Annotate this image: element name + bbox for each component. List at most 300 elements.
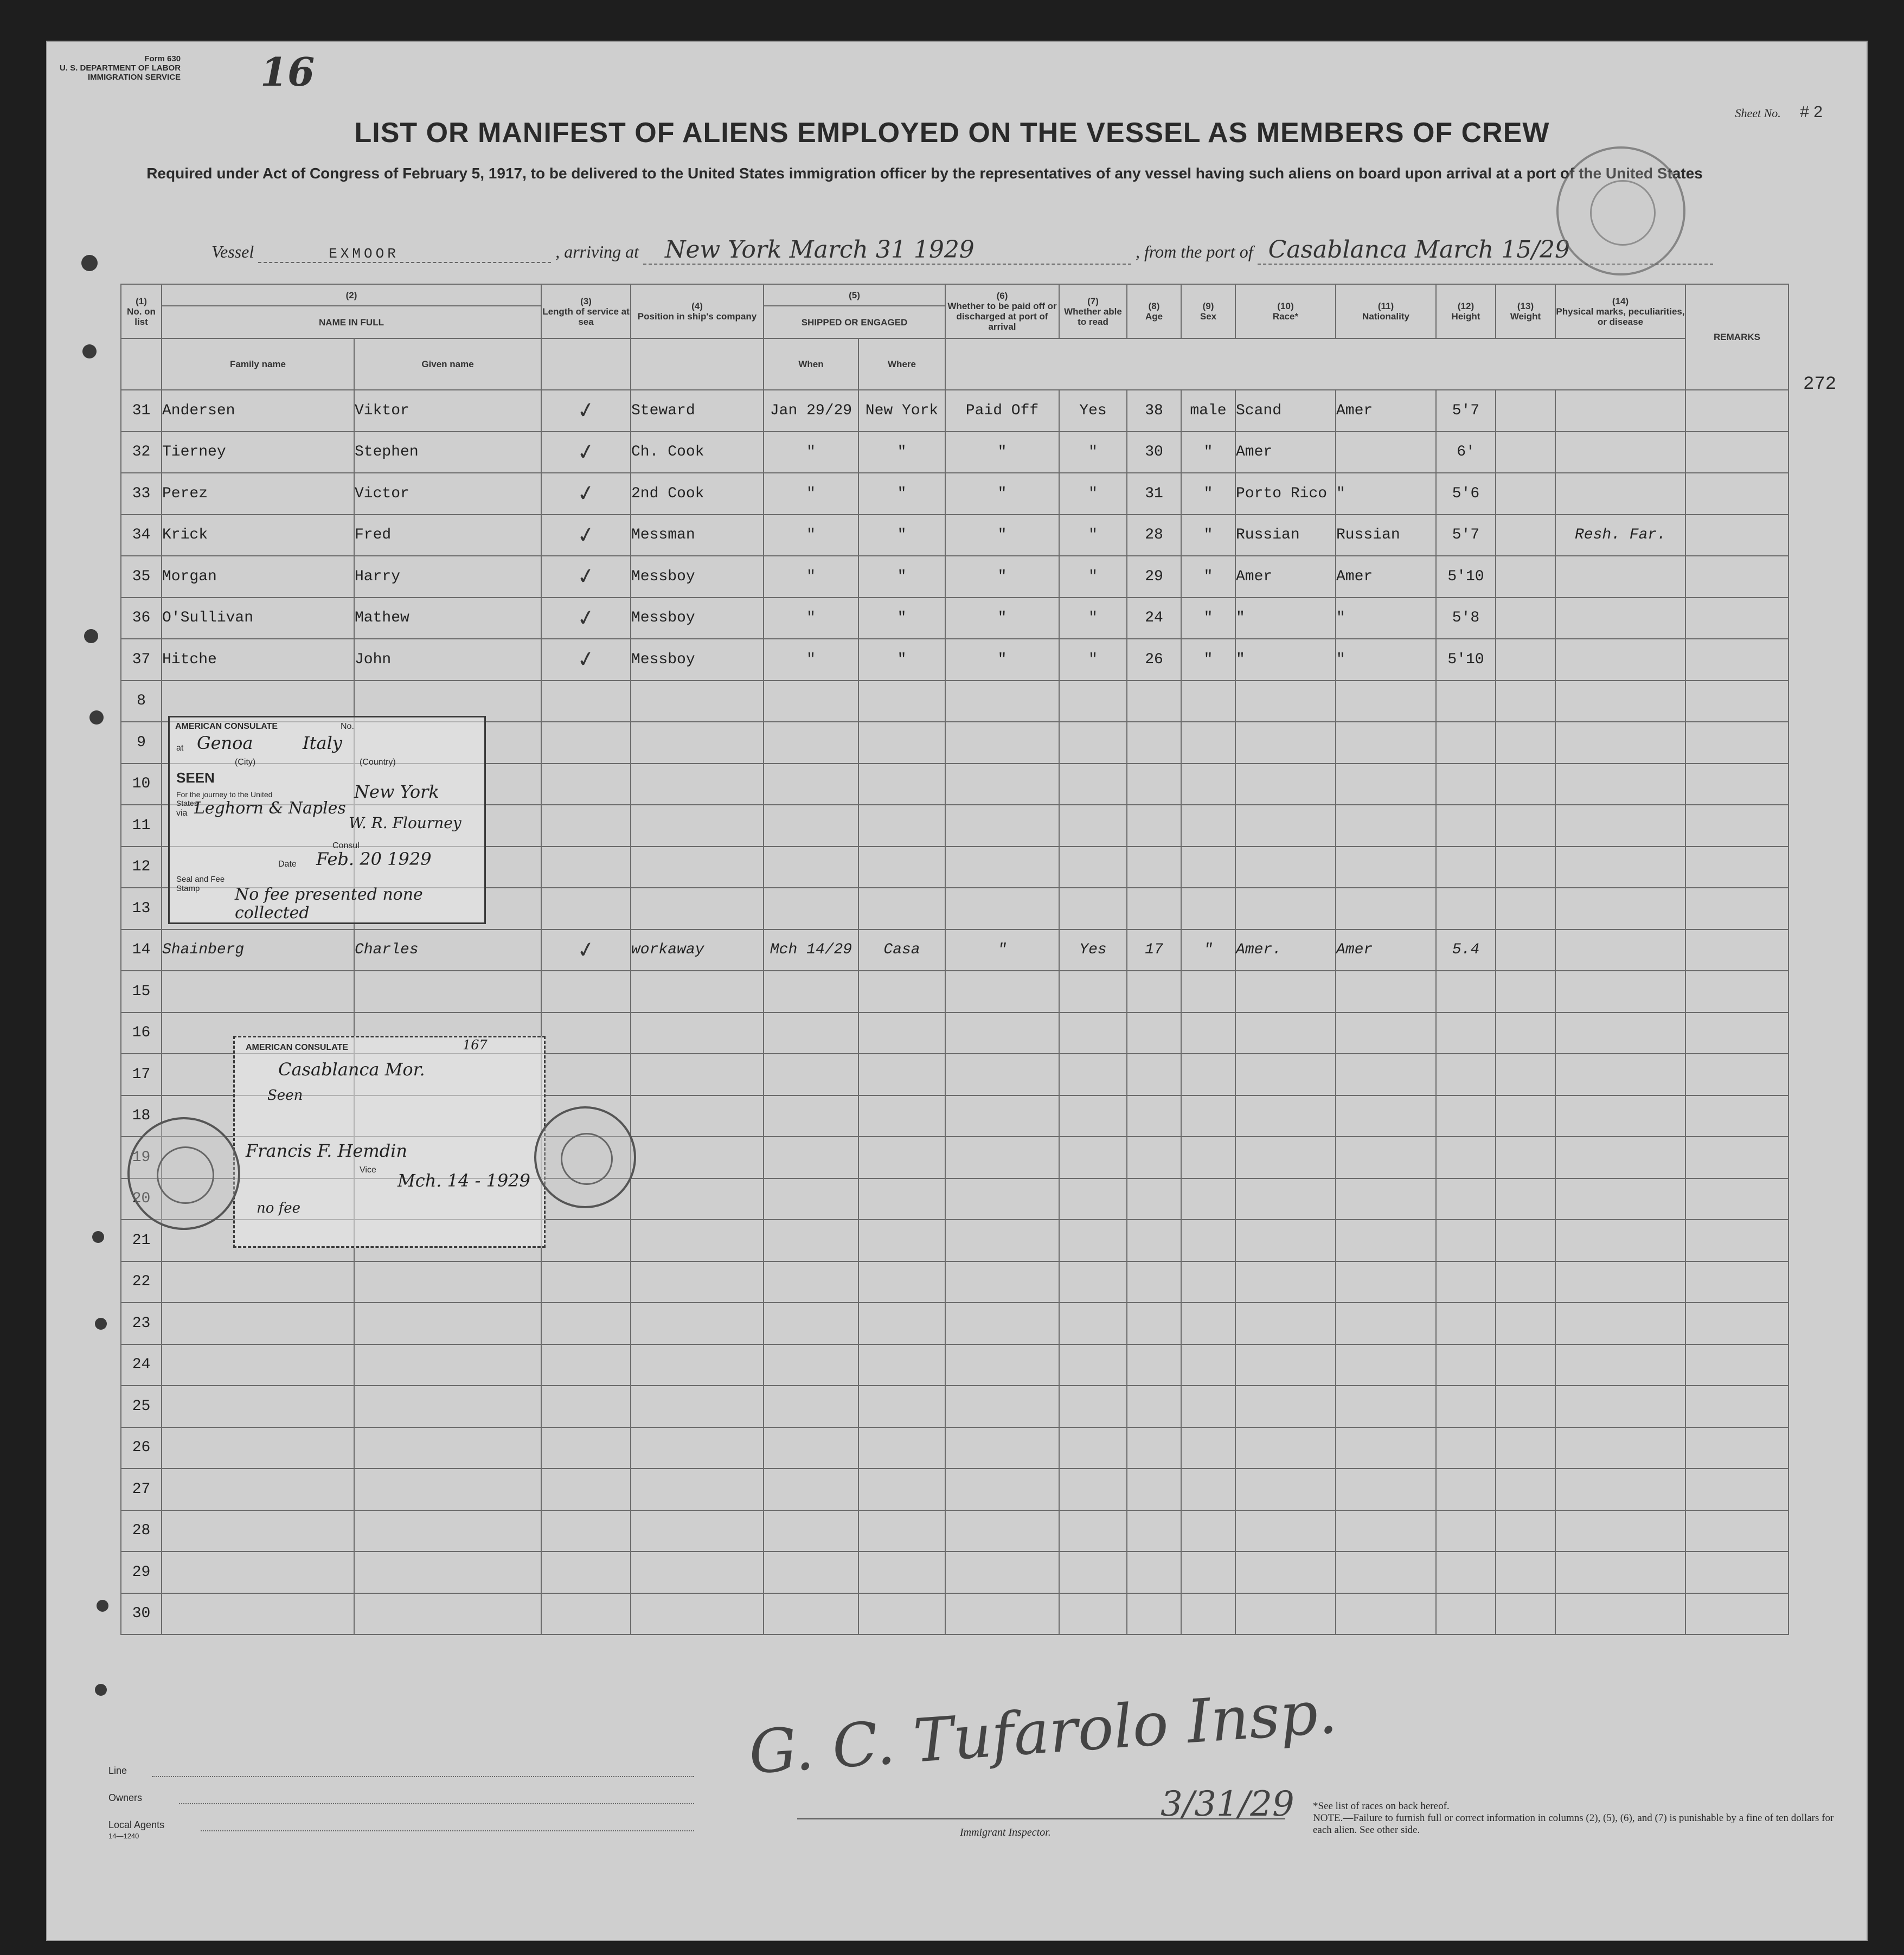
cell-sex xyxy=(1181,971,1235,1012)
cell-sex xyxy=(1181,1303,1235,1344)
cell-paid-off: " xyxy=(945,930,1059,971)
cell-age xyxy=(1127,847,1181,888)
cell-race xyxy=(1235,1303,1336,1344)
cell-height xyxy=(1436,888,1496,930)
cell-shipped-where xyxy=(858,1510,945,1552)
cell-age xyxy=(1127,1552,1181,1593)
cell-race xyxy=(1235,1012,1336,1054)
cell-given-name xyxy=(354,1344,541,1386)
cell-sex xyxy=(1181,805,1235,847)
check-mark: ✓ xyxy=(574,604,597,632)
cell-age xyxy=(1127,1344,1181,1386)
cell-nationality xyxy=(1336,847,1436,888)
cell-able-to-read: Yes xyxy=(1059,390,1127,432)
cell-shipped-where: " xyxy=(858,556,945,598)
cell-remarks xyxy=(1685,847,1788,888)
cell-shipped-where: " xyxy=(858,515,945,556)
cell-shipped-when xyxy=(764,1427,858,1469)
cell-shipped-when xyxy=(764,805,858,847)
cell-able-to-read xyxy=(1059,1593,1127,1635)
cell-row-number: 19 xyxy=(121,1137,162,1178)
cell-height xyxy=(1436,1178,1496,1220)
col-height-header: (12) Height xyxy=(1436,284,1496,338)
cell-shipped-where xyxy=(858,1012,945,1054)
cell-height: 5'10 xyxy=(1436,639,1496,681)
cell-shipped-when xyxy=(764,1261,858,1303)
cell-height xyxy=(1436,1303,1496,1344)
cell-paid-off: " xyxy=(945,473,1059,515)
cell-remarks xyxy=(1685,764,1788,805)
cell-row-number: 20 xyxy=(121,1178,162,1220)
cell-physical-marks xyxy=(1555,1469,1685,1510)
line-rule xyxy=(152,1776,694,1777)
cell-able-to-read xyxy=(1059,764,1127,805)
cell-weight xyxy=(1496,639,1555,681)
cell-sex: " xyxy=(1181,473,1235,515)
cell-able-to-read: " xyxy=(1059,639,1127,681)
cell-able-to-read: " xyxy=(1059,598,1127,639)
cell-sex: male xyxy=(1181,390,1235,432)
cell-family-name: Hitche xyxy=(162,639,354,681)
cell-height xyxy=(1436,1095,1496,1137)
table-row xyxy=(121,971,1788,1012)
cell-nationality xyxy=(1336,1178,1436,1220)
cell-paid-off xyxy=(945,1593,1059,1635)
vessel-label: Vessel xyxy=(211,242,254,261)
cell-paid-off xyxy=(945,971,1059,1012)
cell-able-to-read xyxy=(1059,1012,1127,1054)
cell-shipped-when xyxy=(764,764,858,805)
cell-shipped-when xyxy=(764,1469,858,1510)
cell-position xyxy=(631,1593,764,1635)
cell-nationality xyxy=(1336,971,1436,1012)
cell-shipped-where xyxy=(858,1386,945,1427)
cell-age xyxy=(1127,971,1181,1012)
cell-shipped-when: " xyxy=(764,639,858,681)
cell-position xyxy=(631,681,764,722)
cell-remarks xyxy=(1685,1220,1788,1261)
cell-able-to-read xyxy=(1059,847,1127,888)
cell-remarks xyxy=(1685,1552,1788,1593)
cell-race xyxy=(1235,1510,1336,1552)
col-shipped-header: SHIPPED OR ENGAGED xyxy=(764,306,945,338)
cell-able-to-read xyxy=(1059,1137,1127,1178)
cell-position: Messboy xyxy=(631,556,764,598)
cell-physical-marks xyxy=(1555,1552,1685,1593)
cell-race: Amer xyxy=(1235,432,1336,473)
cell-nationality: Amer xyxy=(1336,930,1436,971)
cell-position xyxy=(631,1261,764,1303)
cell-remarks xyxy=(1685,390,1788,432)
cell-shipped-when xyxy=(764,1054,858,1095)
cell-sex xyxy=(1181,1510,1235,1552)
cell-physical-marks xyxy=(1555,556,1685,598)
cell-age xyxy=(1127,681,1181,722)
cell-remarks xyxy=(1685,1054,1788,1095)
cell-race xyxy=(1235,764,1336,805)
cell-weight xyxy=(1496,681,1555,722)
cell-race xyxy=(1235,888,1336,930)
cell-nationality xyxy=(1336,1012,1436,1054)
cell-shipped-when: " xyxy=(764,515,858,556)
cell-service-check xyxy=(541,432,631,473)
cell-able-to-read xyxy=(1059,1054,1127,1095)
cell-physical-marks xyxy=(1555,639,1685,681)
cell-position: Messboy xyxy=(631,639,764,681)
cell-remarks xyxy=(1685,1469,1788,1510)
cell-paid-off xyxy=(945,1303,1059,1344)
owners-rule xyxy=(179,1803,694,1804)
cell-remarks xyxy=(1685,639,1788,681)
cell-sex xyxy=(1181,681,1235,722)
cell-nationality xyxy=(1336,1427,1436,1469)
cell-position xyxy=(631,1386,764,1427)
cell-race: " xyxy=(1235,639,1336,681)
inspector-date: 3/31/29 xyxy=(1161,1784,1294,1824)
cell-service-check xyxy=(541,847,631,888)
cell-race xyxy=(1235,1054,1336,1095)
cell-shipped-when xyxy=(764,722,858,764)
cell-able-to-read: " xyxy=(1059,556,1127,598)
cell-nationality xyxy=(1336,1220,1436,1261)
cell-service-check xyxy=(541,1552,631,1593)
cell-shipped-where xyxy=(858,1593,945,1635)
table-row xyxy=(121,598,1788,639)
cell-shipped-where xyxy=(858,1427,945,1469)
cell-remarks xyxy=(1685,1178,1788,1220)
cell-weight xyxy=(1496,847,1555,888)
cell-shipped-where xyxy=(858,1469,945,1510)
cell-shipped-when xyxy=(764,847,858,888)
cell-paid-off: " xyxy=(945,515,1059,556)
cell-remarks xyxy=(1685,681,1788,722)
cell-weight xyxy=(1496,1012,1555,1054)
cell-weight xyxy=(1496,598,1555,639)
cell-row-number: 14 xyxy=(121,930,162,971)
cell-shipped-where xyxy=(858,1137,945,1178)
cell-family-name xyxy=(162,971,354,1012)
form-number: Form 630 xyxy=(144,54,181,63)
cell-sex: " xyxy=(1181,515,1235,556)
cell-position xyxy=(631,1344,764,1386)
cell-paid-off xyxy=(945,1012,1059,1054)
cell-position: Steward xyxy=(631,390,764,432)
cell-shipped-where: Casa xyxy=(858,930,945,971)
cell-nationality xyxy=(1336,1261,1436,1303)
cell-able-to-read xyxy=(1059,888,1127,930)
cell-height xyxy=(1436,1469,1496,1510)
cell-age xyxy=(1127,1178,1181,1220)
table-row xyxy=(121,1593,1788,1635)
form-identifier xyxy=(60,54,181,82)
cell-physical-marks xyxy=(1555,764,1685,805)
col-name-number: (2) xyxy=(162,284,541,306)
cell-physical-marks xyxy=(1555,722,1685,764)
check-mark: ✓ xyxy=(574,521,597,549)
cell-row-number: 22 xyxy=(121,1261,162,1303)
cell-shipped-when: Jan 29/29 xyxy=(764,390,858,432)
cell-physical-marks xyxy=(1555,1510,1685,1552)
cell-nationality xyxy=(1336,1510,1436,1552)
cell-sex xyxy=(1181,1593,1235,1635)
cell-height: 5.4 xyxy=(1436,930,1496,971)
cell-shipped-where xyxy=(858,1095,945,1137)
cell-nationality: " xyxy=(1336,639,1436,681)
cell-paid-off xyxy=(945,1510,1059,1552)
cell-given-name: Harry xyxy=(354,556,541,598)
cell-physical-marks xyxy=(1555,1344,1685,1386)
cell-family-name: Perez xyxy=(162,473,354,515)
cell-paid-off xyxy=(945,1137,1059,1178)
cell-able-to-read xyxy=(1059,805,1127,847)
col-marks-header: (14) Physical marks, peculiarities, or disease xyxy=(1555,284,1685,338)
punch-hole xyxy=(84,629,98,643)
col-shipped-number: (5) xyxy=(764,284,945,306)
cell-shipped-when xyxy=(764,1344,858,1386)
cell-nationality: Russian xyxy=(1336,515,1436,556)
col-position-header: (4) Position in ship's company xyxy=(631,284,764,338)
cell-able-to-read xyxy=(1059,1510,1127,1552)
owners-label: Owners xyxy=(108,1792,143,1803)
cell-row-number: 24 xyxy=(121,1344,162,1386)
cell-weight xyxy=(1496,515,1555,556)
cell-race: Porto Rico xyxy=(1235,473,1336,515)
cell-nationality xyxy=(1336,888,1436,930)
table-row xyxy=(121,930,1788,971)
cell-weight xyxy=(1496,1220,1555,1261)
cell-service-check xyxy=(541,1012,631,1054)
cell-age xyxy=(1127,1386,1181,1427)
cell-given-name: Viktor xyxy=(354,390,541,432)
cell-row-number: 10 xyxy=(121,764,162,805)
arriving-label: , arriving at xyxy=(555,242,639,261)
cell-position: 2nd Cook xyxy=(631,473,764,515)
line-label: Line xyxy=(108,1765,127,1776)
cell-race xyxy=(1235,847,1336,888)
cell-height xyxy=(1436,1344,1496,1386)
cell-family-name: Krick xyxy=(162,515,354,556)
cell-physical-marks xyxy=(1555,1593,1685,1635)
cell-service-check xyxy=(541,556,631,598)
vessel-name: EXMOOR xyxy=(258,246,551,263)
cell-position xyxy=(631,1137,764,1178)
cell-position xyxy=(631,1427,764,1469)
cell-shipped-where xyxy=(858,1178,945,1220)
cell-sex xyxy=(1181,1054,1235,1095)
punch-hole xyxy=(95,1684,107,1696)
punch-hole xyxy=(89,710,104,725)
cell-family-name: Morgan xyxy=(162,556,354,598)
table-row xyxy=(121,639,1788,681)
cell-height: 5'7 xyxy=(1436,515,1496,556)
cell-paid-off: " xyxy=(945,556,1059,598)
col-age-header: (8) Age xyxy=(1127,284,1181,338)
cell-physical-marks xyxy=(1555,1178,1685,1220)
cell-height xyxy=(1436,1427,1496,1469)
cell-nationality: " xyxy=(1336,598,1436,639)
cell-position xyxy=(631,1054,764,1095)
cell-given-name: Charles xyxy=(354,930,541,971)
cell-row-number: 37 xyxy=(121,639,162,681)
cell-sex xyxy=(1181,1386,1235,1427)
vessel-line xyxy=(211,236,1713,265)
cell-nationality: Amer xyxy=(1336,390,1436,432)
cell-able-to-read xyxy=(1059,1220,1127,1261)
cell-position xyxy=(631,1095,764,1137)
cell-physical-marks xyxy=(1555,971,1685,1012)
cell-paid-off xyxy=(945,1261,1059,1303)
sheet-number-value: # 2 xyxy=(1800,103,1823,121)
cell-race xyxy=(1235,1095,1336,1137)
col-when-header: When xyxy=(764,338,858,390)
cell-service-check xyxy=(541,639,631,681)
cell-nationality xyxy=(1336,1137,1436,1178)
cell-row-number: 35 xyxy=(121,556,162,598)
cell-service-check xyxy=(541,473,631,515)
cell-row-number: 8 xyxy=(121,681,162,722)
cell-family-name xyxy=(162,1386,354,1427)
cell-row-number: 12 xyxy=(121,847,162,888)
cell-family-name xyxy=(162,1469,354,1510)
cell-shipped-when xyxy=(764,971,858,1012)
cell-race xyxy=(1235,681,1336,722)
cell-family-name: Tierney xyxy=(162,432,354,473)
cell-paid-off xyxy=(945,1054,1059,1095)
cell-remarks xyxy=(1685,888,1788,930)
cell-height: 6' xyxy=(1436,432,1496,473)
check-mark: ✓ xyxy=(574,438,597,466)
cell-able-to-read xyxy=(1059,722,1127,764)
page-title: LIST OR MANIFEST OF ALIENS EMPLOYED ON THE VESSEL AS MEMBERS OF CREW xyxy=(354,117,1550,149)
cell-position xyxy=(631,1012,764,1054)
cell-paid-off xyxy=(945,1220,1059,1261)
cell-nationality xyxy=(1336,1095,1436,1137)
port-value: Casablanca March 15/29 xyxy=(1258,236,1713,265)
cell-sex: " xyxy=(1181,639,1235,681)
cell-shipped-when xyxy=(764,1220,858,1261)
cell-age xyxy=(1127,1510,1181,1552)
cell-race xyxy=(1235,1386,1336,1427)
agents-rule xyxy=(201,1830,694,1831)
table-row xyxy=(121,556,1788,598)
cell-position xyxy=(631,971,764,1012)
cell-race xyxy=(1235,1469,1336,1510)
cell-physical-marks xyxy=(1555,805,1685,847)
cell-remarks xyxy=(1685,473,1788,515)
cell-physical-marks xyxy=(1555,1261,1685,1303)
cell-weight xyxy=(1496,930,1555,971)
cell-position xyxy=(631,847,764,888)
cell-row-number: 9 xyxy=(121,722,162,764)
cell-sex xyxy=(1181,764,1235,805)
cell-weight xyxy=(1496,805,1555,847)
inspector-signature: G. C. Tufarolo Insp. xyxy=(746,1677,1339,1787)
cell-position xyxy=(631,1510,764,1552)
cell-weight xyxy=(1496,1427,1555,1469)
port-seal xyxy=(1556,146,1685,275)
cell-age xyxy=(1127,1303,1181,1344)
consular-stamp-genoa: AMERICAN CONSULATE No. at Genoa Italy (City) (Country) SEEN For the journey to the United States New York via Leghorn & Naples W. R. Flourney Consul Date Feb. 20 1929 Seal and Fee Stamp No fee presented none collected xyxy=(168,716,486,924)
cell-row-number: 15 xyxy=(121,971,162,1012)
cell-shipped-when xyxy=(764,1137,858,1178)
cell-sex xyxy=(1181,1469,1235,1510)
cell-weight xyxy=(1496,1469,1555,1510)
cell-height xyxy=(1436,805,1496,847)
cell-row-number: 11 xyxy=(121,805,162,847)
cell-age xyxy=(1127,1220,1181,1261)
cell-position: Messman xyxy=(631,515,764,556)
cell-able-to-read: " xyxy=(1059,515,1127,556)
cell-physical-marks: Resh. Far. xyxy=(1555,515,1685,556)
cell-row-number: 30 xyxy=(121,1593,162,1635)
consulate-seal xyxy=(534,1106,636,1208)
table-row xyxy=(121,1552,1788,1593)
cell-sex: " xyxy=(1181,930,1235,971)
cell-sex: " xyxy=(1181,598,1235,639)
cell-row-number: 31 xyxy=(121,390,162,432)
footnotes xyxy=(1313,1800,1844,1836)
cell-age: 30 xyxy=(1127,432,1181,473)
cell-remarks xyxy=(1685,722,1788,764)
cell-given-name xyxy=(354,1427,541,1469)
manifest-rows xyxy=(121,390,1788,1634)
cell-family-name xyxy=(162,1552,354,1593)
cell-nationality: Amer xyxy=(1336,556,1436,598)
cell-remarks xyxy=(1685,1344,1788,1386)
cell-physical-marks xyxy=(1555,1137,1685,1178)
cell-race: Scand xyxy=(1235,390,1336,432)
cell-age: 31 xyxy=(1127,473,1181,515)
punch-hole xyxy=(97,1600,108,1612)
cell-service-check xyxy=(541,888,631,930)
cell-remarks xyxy=(1685,556,1788,598)
cell-remarks xyxy=(1685,1261,1788,1303)
cell-nationality xyxy=(1336,1593,1436,1635)
cell-shipped-when: " xyxy=(764,556,858,598)
cell-race xyxy=(1235,722,1336,764)
cell-physical-marks xyxy=(1555,888,1685,930)
cell-race: Russian xyxy=(1235,515,1336,556)
cell-paid-off: " xyxy=(945,598,1059,639)
cell-weight xyxy=(1496,556,1555,598)
cell-position xyxy=(631,1220,764,1261)
cell-service-check xyxy=(541,1220,631,1261)
cell-able-to-read xyxy=(1059,1178,1127,1220)
cell-physical-marks xyxy=(1555,473,1685,515)
cell-paid-off xyxy=(945,1427,1059,1469)
cell-age: 38 xyxy=(1127,390,1181,432)
cell-given-name xyxy=(354,1510,541,1552)
table-row xyxy=(121,1261,1788,1303)
cell-shipped-where xyxy=(858,971,945,1012)
cell-remarks xyxy=(1685,1427,1788,1469)
cell-shipped-when xyxy=(764,888,858,930)
cell-position xyxy=(631,1552,764,1593)
cell-height xyxy=(1436,1261,1496,1303)
cell-sex: " xyxy=(1181,556,1235,598)
cell-weight xyxy=(1496,1344,1555,1386)
cell-position xyxy=(631,722,764,764)
cell-race xyxy=(1235,1344,1336,1386)
cell-race: " xyxy=(1235,598,1336,639)
cell-remarks xyxy=(1685,1510,1788,1552)
cell-height xyxy=(1436,971,1496,1012)
cell-paid-off xyxy=(945,681,1059,722)
cell-position: Messboy xyxy=(631,598,764,639)
cell-service-check xyxy=(541,1510,631,1552)
cell-remarks xyxy=(1685,1137,1788,1178)
cell-able-to-read xyxy=(1059,1386,1127,1427)
